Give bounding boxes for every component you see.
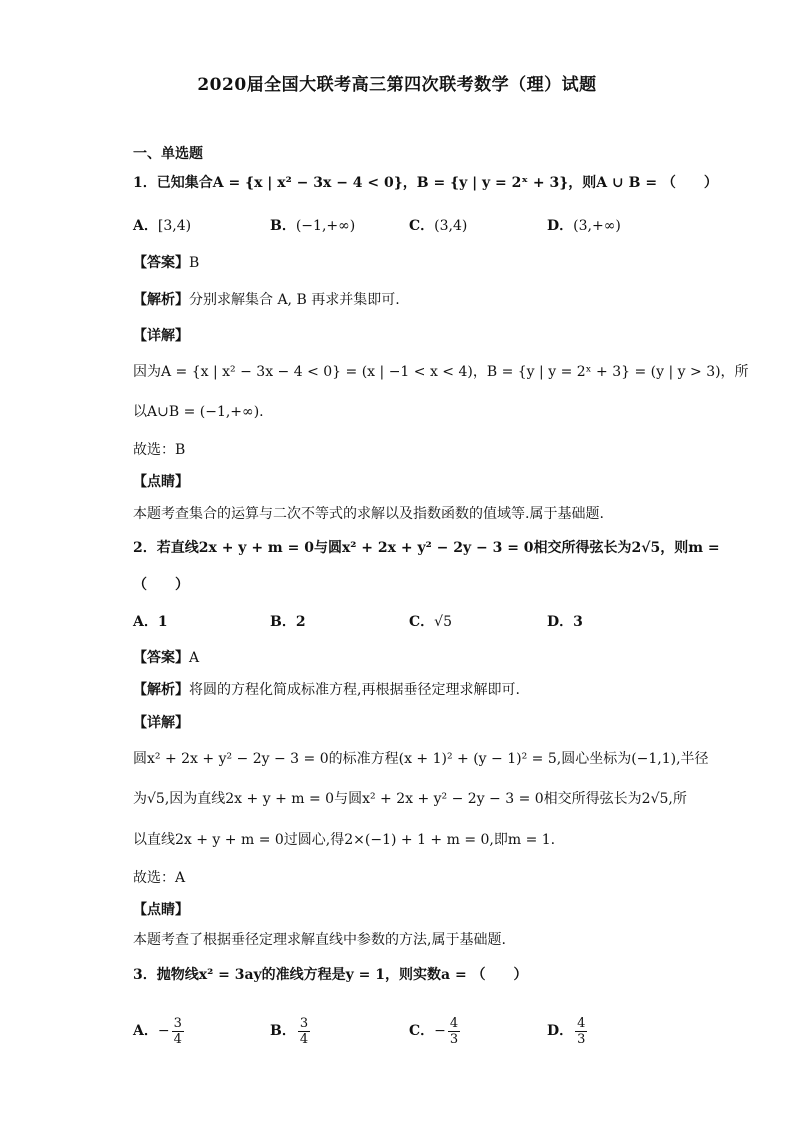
- detail-text: 为√5,因为直线2x + y + m = 0与圆x² + 2x + y² − 2y − 3 = 0相交所得弦长为2√5,所: [133, 791, 687, 807]
- question-3-stem: 3．抛物线x² = 3ay的准线方程是y = 1，则实数a = （ ）: [133, 967, 528, 983]
- option-a: A．1: [133, 614, 168, 630]
- question-2-stem: （ ）: [133, 577, 189, 593]
- analysis-text: 分别求解集合 A, B 再求并集即可.: [189, 292, 400, 308]
- question-1-options: [133, 214, 663, 238]
- question-3-options: [133, 1014, 663, 1048]
- comment-text: 本题考查集合的运算与二次不等式的求解以及指数函数的值域等.属于基础题.: [133, 506, 604, 522]
- analysis-line: [133, 679, 663, 701]
- option-d: D．(3,+∞): [547, 218, 621, 234]
- analysis-line: [133, 289, 663, 311]
- detail-text: 圆x² + 2x + y² − 2y − 3 = 0的标准方程(x + 1)² + (y − 1)² = 5,圆心坐标为(−1,1),半径: [133, 751, 709, 767]
- fraction: $\frac{3}{4}$: [173, 1015, 182, 1047]
- detail-tag: 【详解】: [133, 328, 189, 344]
- fraction: $\frac{3}{4}$: [299, 1015, 309, 1047]
- comment-text: 本题考查了根据垂径定理求解直线中参数的方法,属于基础题.: [133, 932, 506, 948]
- choice-line: 故选：B: [133, 442, 186, 458]
- answer-value: A: [189, 650, 200, 666]
- option-b: B．(−1,+∞): [270, 218, 356, 234]
- option-c: C．(3,4): [409, 218, 468, 234]
- section-heading: 一、单选题: [133, 146, 203, 162]
- option-b: B． $\frac{3}{4}$: [270, 1015, 309, 1047]
- answer-value: B: [189, 255, 200, 271]
- question-2-stem: 2．若直线2x + y + m = 0与圆x² + 2x + y² − 2y − 3 = 0相交所得弦长为2√5，则m =: [133, 540, 720, 556]
- answer-line: [133, 252, 663, 274]
- detail-text: 因为A = {x | x² − 3x − 4 < 0} = (x | −1 < x < 4)，B = {y | y = 2ˣ + 3} = (y | y > 3)，所: [133, 364, 749, 380]
- fraction: $\frac{4}{3}$: [577, 1015, 586, 1047]
- analysis-text: 将圆的方程化简成标准方程,再根据垂径定理求解即可.: [189, 682, 520, 698]
- detail-text: 以直线2x + y + m = 0过圆心,得2×(−1) + 1 + m = 0,即m = 1.: [133, 832, 556, 848]
- fraction: $\frac{4}{3}$: [449, 1015, 459, 1047]
- option-a: A．[3,4): [133, 218, 192, 234]
- comment-tag: 【点睛】: [133, 474, 189, 490]
- option-d: D． $\frac{4}{3}$: [547, 1015, 586, 1047]
- comment-tag: 【点睛】: [133, 902, 189, 918]
- detail-text: 以A∪B = (−1,+∞).: [133, 404, 264, 420]
- answer-line: [133, 647, 663, 669]
- choice-line: 故选：A: [133, 870, 186, 886]
- answer-tag: 【答案】: [133, 255, 189, 271]
- option-b: B．2: [270, 614, 306, 630]
- option-c: C．√5: [409, 614, 452, 630]
- analysis-tag: 【解析】: [133, 682, 189, 698]
- option-d: D．3: [547, 614, 583, 630]
- detail-tag: 【详解】: [133, 715, 189, 731]
- option-c: C．− $\frac{4}{3}$: [409, 1015, 459, 1047]
- analysis-tag: 【解析】: [133, 292, 189, 308]
- option-a: A．− $\frac{3}{4}$: [133, 1015, 182, 1047]
- question-1-stem: 1．已知集合A = {x | x² − 3x − 4 < 0}，B = {y | y = 2ˣ + 3}，则A ∪ B = （ ）: [133, 175, 718, 191]
- question-2-options: [133, 610, 663, 634]
- answer-tag: 【答案】: [133, 650, 189, 666]
- page-title: 2020届全国大联考高三第四次联考数学（理）试题: [197, 75, 597, 95]
